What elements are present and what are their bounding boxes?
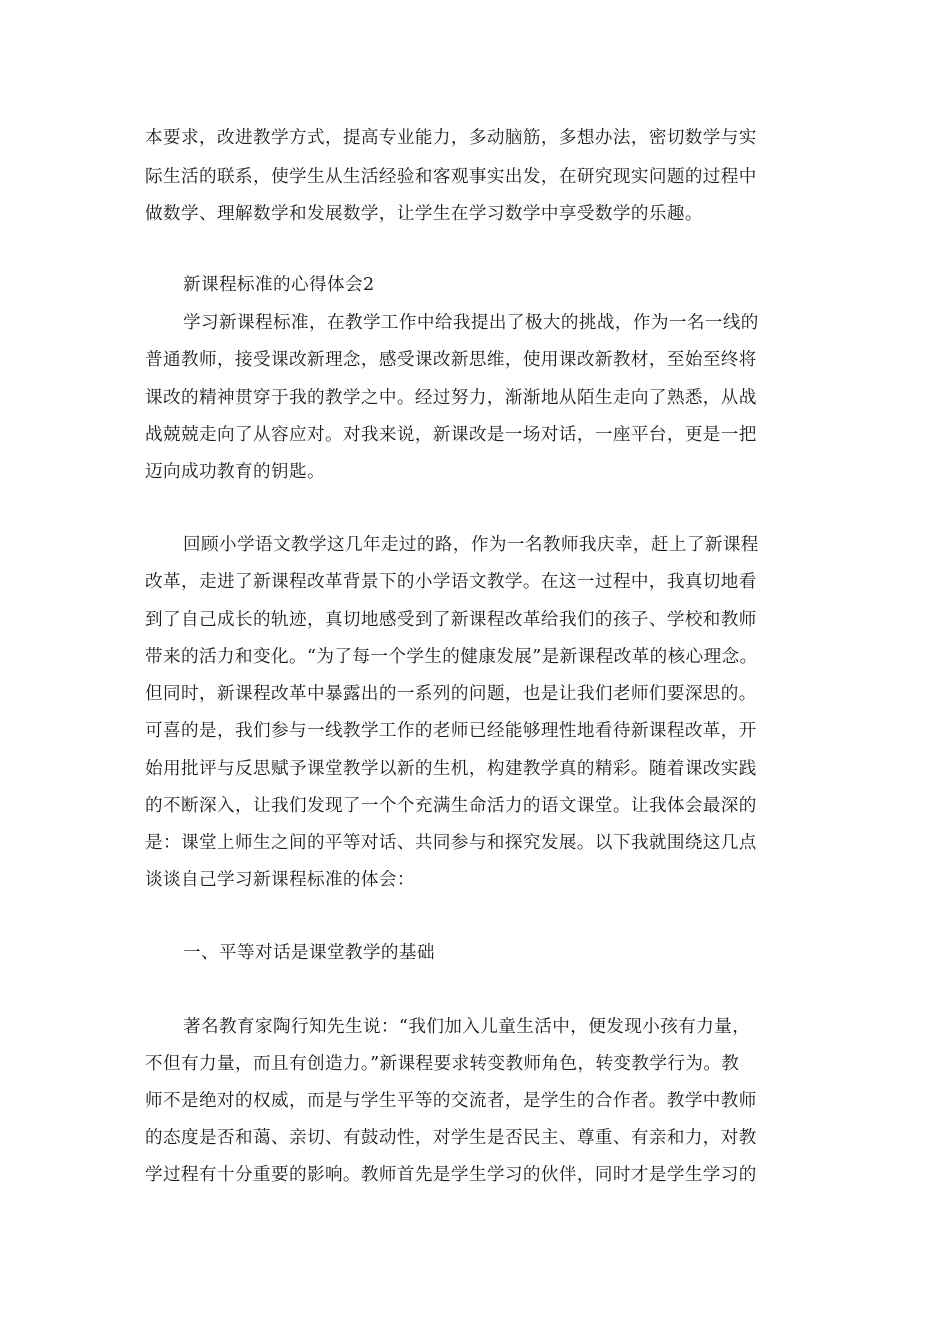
text-line: 学过程有十分重要的影响。教师首先是学生学习的伙伴，同时才是学生学习的 [145,1165,757,1185]
text-line: 本要求，改进教学方式，提高专业能力，多动脑筋，多想办法，密切数学与实 [145,128,757,148]
text-line: 可喜的是，我们参与一线教学工作的老师已经能够理性地看待新课程改革，开 [145,721,757,741]
text-line: 迈向成功教育的钥匙。 [145,462,325,482]
text-line: 不但有力量，而且有创造力。”新课程要求转变教师角色，转变教学行为。教 [145,1054,740,1074]
section-heading: 新课程标准的心得体会2 [183,275,375,295]
text-line: 战兢兢走向了从容应对。对我来说，新课改是一场对话，一座平台，更是一把 [145,425,757,445]
text-line: 回顾小学语文教学这几年走过的路，作为一名教师我庆幸，赶上了新课程 [183,535,759,555]
text-line: 带来的活力和变化。“为了每一个学生的健康发展”是新课程改革的核心理念。 [145,647,758,667]
text-line: 的不断深入，让我们发现了一个个充满生命活力的语文课堂。让我体会最深的 [145,796,757,816]
text-line: 著名教育家陶行知先生说：“我们加入儿童生活中，便发现小孩有力量， [183,1017,751,1037]
section-heading: 一、平等对话是课堂教学的基础 [183,943,435,963]
text-line: 做数学、理解数学和发展数学，让学生在学习数学中享受数学的乐趣。 [145,204,703,224]
text-line: 始用批评与反思赋予课堂教学以新的生机，构建教学真的精彩。随着课改实践 [145,759,757,779]
text-line: 是：课堂上师生之间的平等对话、共同参与和探究发展。以下我就围绕这几点 [145,833,757,853]
text-line: 师不是绝对的权威，而是与学生平等的交流者，是学生的合作者。教学中教师 [145,1091,757,1111]
text-line: 课改的精神贯穿于我的教学之中。经过努力，渐渐地从陌生走向了熟悉，从战 [145,388,757,408]
text-line: 但同时，新课程改革中暴露出的一系列的问题，也是让我们老师们要深思的。 [145,684,757,704]
text-line: 到了自己成长的轨迹，真切地感受到了新课程改革给我们的孩子、学校和教师 [145,610,757,630]
text-line: 的态度是否和蔼、亲切、有鼓动性，对学生是否民主、尊重、有亲和力，对教 [145,1128,757,1148]
text-line: 学习新课程标准，在教学工作中给我提出了极大的挑战，作为一名一线的 [183,313,759,333]
text-line: 改革，走进了新课程改革背景下的小学语文教学。在这一过程中，我真切地看 [145,572,757,592]
text-line: 普通教师，接受课改新理念，感受课改新思维，使用课改新教材，至始至终将 [145,350,757,370]
text-line: 谈谈自己学习新课程标准的体会： [145,870,415,890]
text-line: 际生活的联系，使学生从生活经验和客观事实出发，在研究现实问题的过程中 [145,167,757,187]
